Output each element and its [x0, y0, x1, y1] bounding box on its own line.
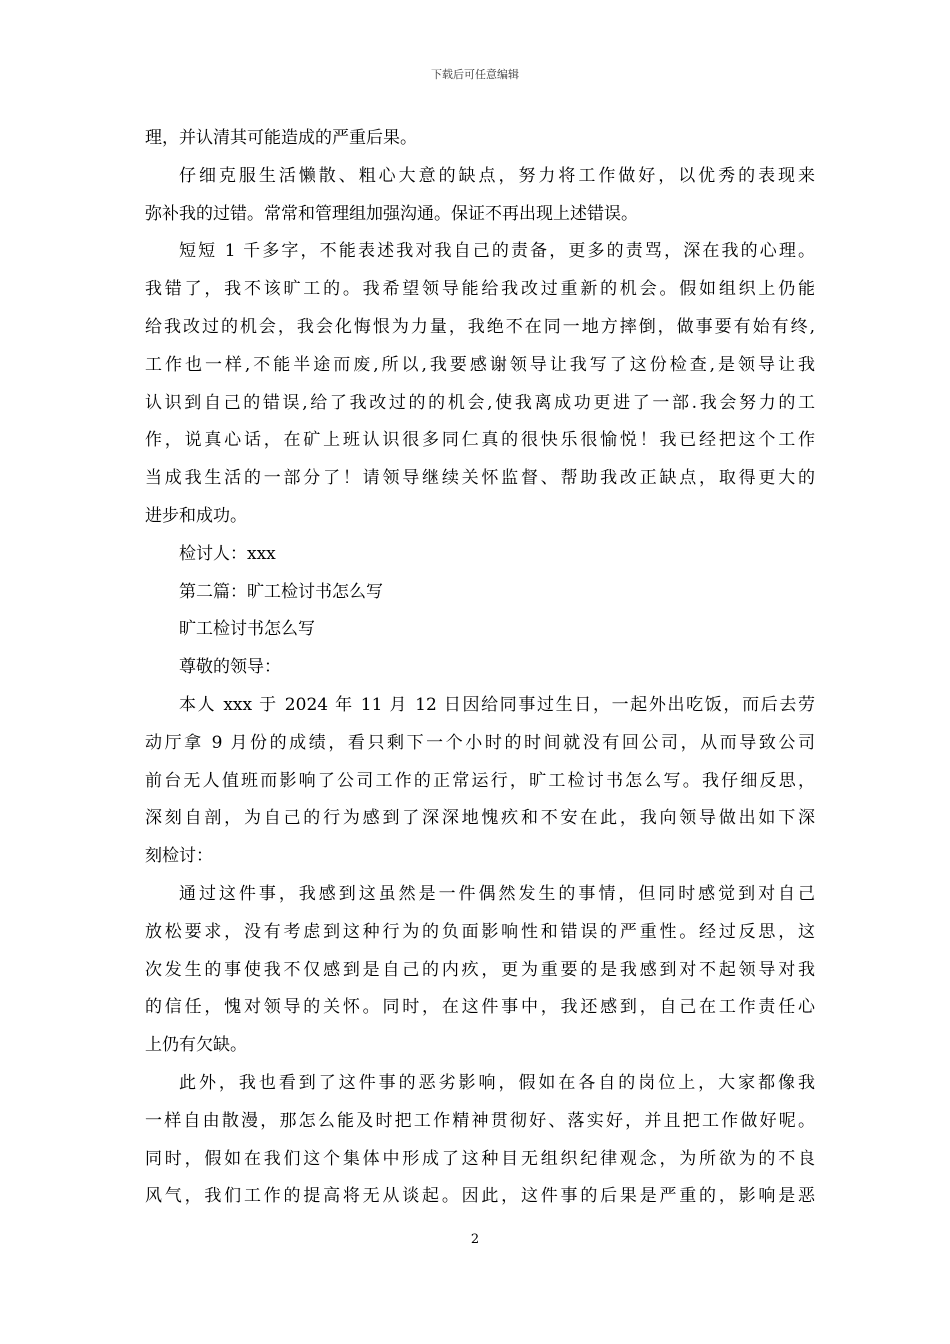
text-line: 检讨人：xxx [179, 543, 276, 564]
page-header: 下载后可任意编辑 [431, 68, 519, 81]
text-line: 当成我生活的一部分了！请领导继续关怀监督、帮助我改正缺点，取得更大的 [145, 468, 815, 489]
text-line: 通过这件事，我感到这虽然是一件偶然发生的事情，但同时感觉到对自己 [179, 883, 815, 904]
text-line: 第二篇：旷工检讨书怎么写 [179, 581, 383, 602]
text-line: 刻检讨： [145, 846, 213, 867]
text-line: 前台无人值班而影响了公司工作的正常运行，旷工检讨书怎么写。我仔细反思， [145, 770, 815, 791]
text-line: 我错了，我不该旷工的。我希望领导能给我改过重新的机会。假如组织上仍能 [145, 279, 815, 300]
text-line: 上仍有欠缺。 [145, 1035, 247, 1056]
text-line: 一样自由散漫，那怎么能及时把工作精神贯彻好、落实好，并且把工作做好呢。 [145, 1110, 815, 1131]
text-line: 深刻自剖，为自己的行为感到了深深地愧疚和不安在此，我向领导做出如下深 [145, 808, 815, 829]
text-line: 尊敬的领导： [179, 657, 281, 678]
text-line: 弥补我的过错。常常和管理组加强沟通。保证不再出现上述错误。 [145, 203, 638, 224]
text-line: 仔细克服生活懒散、粗心大意的缺点，努力将工作做好，以优秀的表现来 [179, 165, 815, 186]
text-line: 的信任，愧对领导的关怀。同时，在这件事中，我还感到，自己在工作责任心 [145, 997, 815, 1018]
text-line: 进步和成功。 [145, 505, 247, 526]
text-line: 短短 1 千多字，不能表述我对我自己的责备，更多的责骂，深在我的心理。 [179, 241, 815, 262]
text-line: 作，说真心话，在矿上班认识很多同仁真的很快乐很愉悦！我已经把这个工作 [145, 430, 815, 451]
text-line: 动厅拿 9 月份的成绩，看只剩下一个小时的时间就没有回公司，从而导致公司 [145, 732, 815, 753]
text-line: 给我改过的机会，我会化悔恨为力量，我绝不在同一地方摔倒，做事要有始有终, [145, 316, 815, 337]
text-line: 次发生的事使我不仅感到是自己的内疚，更为重要的是我感到对不起领导对我 [145, 959, 815, 980]
text-line: 认识到自己的错误,给了我改过的的机会,使我离成功更进了一部.我会努力的工 [145, 392, 815, 413]
text-line: 放松要求，没有考虑到这种行为的负面影响性和错误的严重性。经过反思，这 [145, 921, 815, 942]
document-body [145, 120, 815, 1216]
page-number: 2 [470, 1232, 480, 1247]
text-line: 此外，我也看到了这件事的恶劣影响，假如在各自的岗位上，大家都像我 [179, 1072, 815, 1093]
text-line: 同时，假如在我们这个集体中形成了这种目无组织纪律观念，为所欲为的不良 [145, 1148, 815, 1169]
text-line: 理，并认清其可能造成的严重后果。 [145, 128, 417, 148]
text-line: 风气，我们工作的提高将无从谈起。因此，这件事的后果是严重的，影响是恶 [145, 1186, 815, 1207]
text-line: 工作也一样,不能半途而废,所以,我要感谢领导让我写了这份检查,是领导让我 [145, 354, 815, 375]
text-line: 本人 xxx 于 2024 年 11 月 12 日因给同事过生日，一起外出吃饭，而后去劳 [179, 694, 815, 715]
text-line: 旷工检讨书怎么写 [179, 619, 315, 640]
